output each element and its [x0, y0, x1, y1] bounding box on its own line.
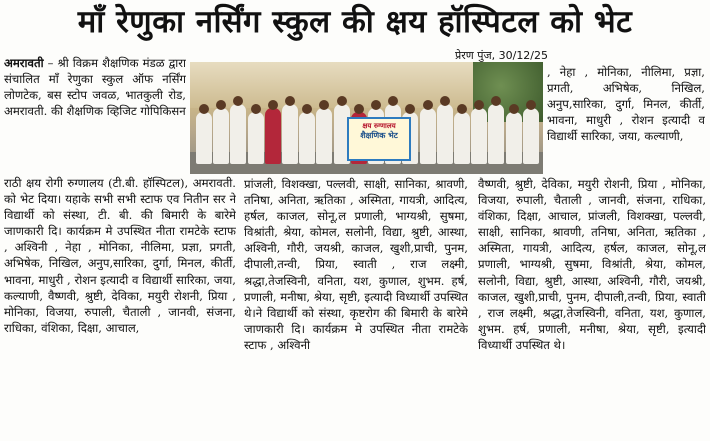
photo-banner [347, 117, 411, 161]
photo-person-head [285, 96, 295, 106]
banner-line-1: क्षय रुग्णालय [362, 122, 396, 130]
dateline: अमरावती [4, 56, 44, 70]
byline: प्रेरण पुंज, 30/12/25 [455, 49, 549, 62]
banner-line-2: शैक्षणिक भेट [360, 131, 398, 140]
photo-person-head [199, 104, 209, 114]
photo-person [316, 108, 332, 164]
photo-person [488, 104, 504, 164]
photo-person-head [268, 100, 278, 110]
photo-person [523, 108, 539, 164]
photo-person-head [251, 104, 261, 114]
article-column-3-top [547, 64, 705, 176]
photo-person-head [509, 104, 519, 114]
photo-person [454, 112, 470, 164]
article-column-1 [4, 55, 186, 173]
photo-person-head [354, 104, 364, 114]
lead-paragraph: श्री विक्रम शैक्षणिक मंडळ द्वारा संचालित माँ रेणुका स्कुल ऑफ नर्सिंग लोणटेक, बस स्टोप जवळ, भातकुली रोड, अमरावती. की शैक्षणिक व्हिजिट गोपिकिसन [4, 56, 186, 119]
column-3-top-text: , नेहा , मोनिका, नीलिमा, प्रज्ञा, प्रगती, अभिषेक, निखिल, अनुप,सारिका, दुर्गा, मिनल, कीर्ती, भावना, माधुरी , रोशन इत्यादी व विद्यार्थी सारिका, जया, कल्याणी, [547, 65, 705, 144]
photo-person-head [526, 100, 536, 110]
dateline-dash: – [43, 56, 58, 70]
photo-person [248, 112, 264, 164]
column-3-text: वैष्णवी, श्रुष्टी, देविका, मयुरी रोशनी, प्रिया , मोनिका, विजया, रुपाली, चैताली , जानवी, संजना, राधिका, वंशिका, दिक्षा, आचाल, प्रांजली, विशक्खा, पल्लवी, साक्षी, सानिका, श्रावणी, तनिषा, अनिता, ऋतिका , अस्मिता, गायत्री, आदित्य, हर्षल, काजल, सोनू,ल प्रणाली, भाग्यश्री, सुषमा, विश्रांती, श्रेया, कोमल, सलोनी, विद्या, श्रुष्टी, आस्था, अश्विनी, गौरी, जयश्री, काजल, खुशी,प्राची, पुनम, दीपाली,तन्वी, प्रिया, स्वाती , राज लक्ष्मी, श्रद्धा,तेजस्विनी, वनिता, यश, कुणाल, शुभम. हर्ष, प्रणाली, मनीषा, श्रेया, सृष्टी, इत्यादी विध्यार्थी उपस्थित थे। [478, 177, 706, 352]
photo-person [471, 108, 487, 164]
photo-person-head [457, 104, 467, 114]
photo-person [437, 104, 453, 164]
photo-person [196, 112, 212, 164]
photo-person [506, 112, 522, 164]
article-column-2 [244, 176, 468, 441]
column-2-text: प्रांजली, विशक्खा, पल्लवी, साक्षी, सानिका, श्रावणी, तनिषा, अनिता, ऋतिका , अस्मिता, गायत्री, आदित्य, हर्षल, काजल, सोनू,ल प्रणाली, भाग्यश्री, सुषमा, विश्रांती, श्रेया, कोमल, सलोनी, विद्या, श्रुष्टी, आस्था, अश्विनी, गौरी, जयश्री, काजल, खुशी,प्राची, पुनम, दीपाली,तन्वी, प्रिया, स्वाती , राज लक्ष्मी, श्रद्धा,तेजस्विनी, वनिता, यश, कुणाल, शुभम. हर्ष, प्रणाली, मनीषा, श्रेया, सृष्टी, इत्यादी विध्यार्थी उपस्थित थे।ने विद्यार्थी को संस्था, कृष्टरोग की बिमारी के बारेमे जाणकारी दि। कार्यक्रम मे उपस्थित नीता रामटेके स्टाफ , अश्विनी [244, 177, 468, 352]
group-photo [190, 62, 543, 174]
photo-person [265, 108, 281, 164]
photo-person-head [371, 100, 381, 110]
article-column-3 [478, 176, 706, 441]
column-1-text: राठी क्षय रोगी रुग्णालय (टी.बी. हॉस्पिटल), अमरावती. को भेट दिया। यहाके सभी सभी स्टाफ एव नितीन सर ने विद्यार्थी को संस्था, टी. बी. की बिमारी के बारेमे जाणकारी दि। कार्यक्रम मे उपस्थित नीता रामटेके स्टाफ , अश्विनी , नेहा , मोनिका, नीलिमा, प्रज्ञा, प्रगती, अभिषेक, निखिल, अनुप,सारिका, दुर्गा, मिनल, कीर्ती, भावना, माधुरी , रोशन इत्यादी व विद्यार्थी सारिका, जया, कल्याणी, वैष्णवी, श्रुष्टी, देविका, मयुरी रोशनी, प्रिया , मोनिका, विजया, रुपाली, चैताली , जानवी, संजना, राधिका, वंशिका, दिक्षा, आचाल, [4, 176, 236, 335]
photo-person-head [337, 96, 347, 106]
photo-person [230, 104, 246, 164]
photo-person [213, 108, 229, 164]
photo-person [420, 108, 436, 164]
photo-person-head [423, 100, 433, 110]
headline: माँ रेणुका नर्सिंग स्कुल की क्षय हॉस्पिटल को भेट [77, 4, 633, 40]
photo-person-head [440, 96, 450, 106]
article-column-1-body [4, 175, 236, 441]
photo-person [282, 104, 298, 164]
photo-person [299, 112, 315, 164]
